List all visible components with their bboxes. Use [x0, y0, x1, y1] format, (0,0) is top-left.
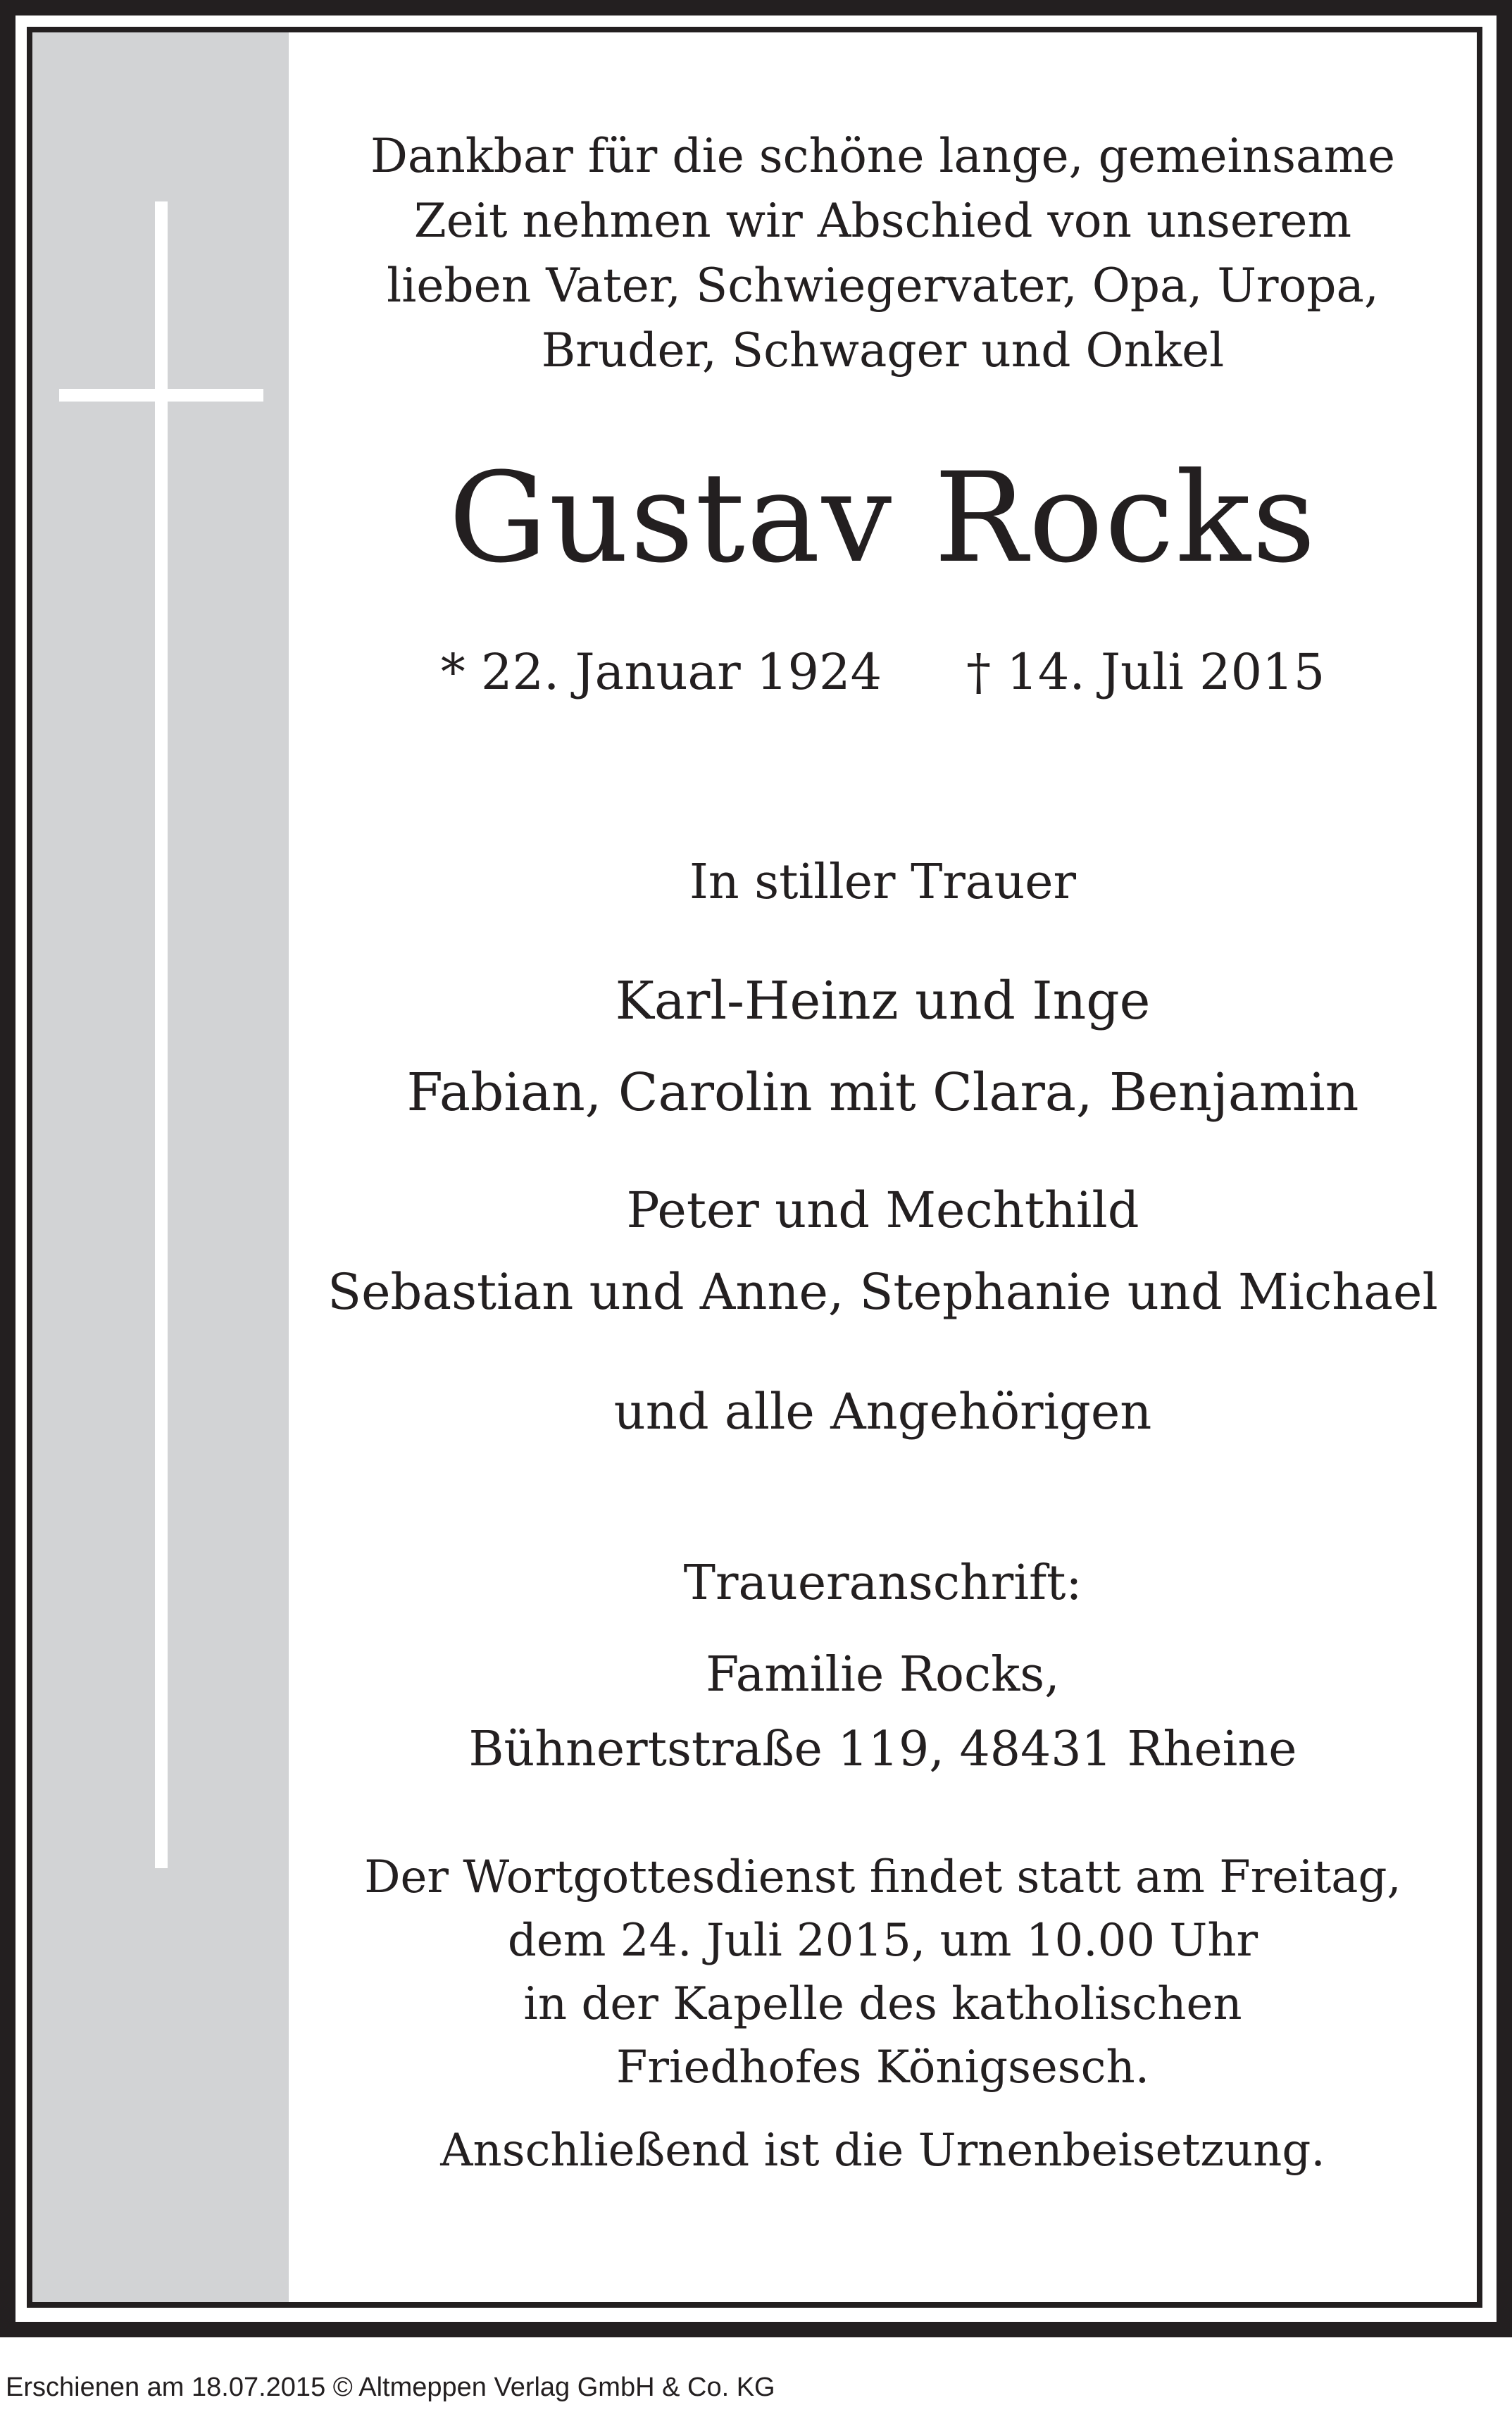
- death-date: † 14. Juli 2015: [966, 643, 1325, 701]
- service-line: Friedhofes Königsesch.: [616, 2041, 1150, 2094]
- service-line: Der Wortgottesdienst findet statt am Freitag,: [364, 1851, 1401, 1903]
- family-line: Fabian, Carolin mit Clara, Benjamin: [406, 1062, 1359, 1123]
- intro-line: lieben Vater, Schwiegervater, Opa, Uropa,: [387, 259, 1379, 313]
- life-dates: [289, 638, 1477, 706]
- intro-line: Bruder, Schwager und Onkel: [541, 323, 1225, 378]
- family-line: Peter und Mechthild: [626, 1181, 1139, 1239]
- intro-line: Zeit nehmen wir Abschied von unserem: [413, 194, 1352, 248]
- family-line: Karl-Heinz und Inge: [615, 971, 1151, 1031]
- address-line: Bühnertstraße 119, 48431 Rheine: [468, 1722, 1297, 1777]
- notice-content: [289, 32, 1477, 2302]
- service-line: dem 24. Juli 2015, um 10.00 Uhr: [507, 1915, 1258, 1967]
- cross-icon-bar: [59, 389, 263, 402]
- address-line: Familie Rocks,: [706, 1647, 1060, 1703]
- burial-line: Anschließend ist die Urnenbeisetzung.: [440, 2125, 1325, 2177]
- family-line: Sebastian und Anne, Stephanie und Michael: [327, 1263, 1438, 1321]
- family-line: und alle Angehörigen: [613, 1383, 1152, 1441]
- address-heading: Traueranschrift:: [683, 1555, 1082, 1611]
- birth-date: * 22. Januar 1924: [440, 643, 882, 701]
- deceased-name: Gustav Rocks: [448, 446, 1318, 590]
- cross-icon: [155, 201, 168, 1868]
- intro-line: Dankbar für die schöne lange, gemeinsame: [370, 129, 1396, 183]
- publication-credit: Erschienen am 18.07.2015 © Altmeppen Verlag GmbH & Co. KG: [6, 2373, 775, 2402]
- service-line: in der Kapelle des katholischen: [523, 1978, 1242, 2030]
- mourning-phrase: In stiller Trauer: [689, 854, 1077, 910]
